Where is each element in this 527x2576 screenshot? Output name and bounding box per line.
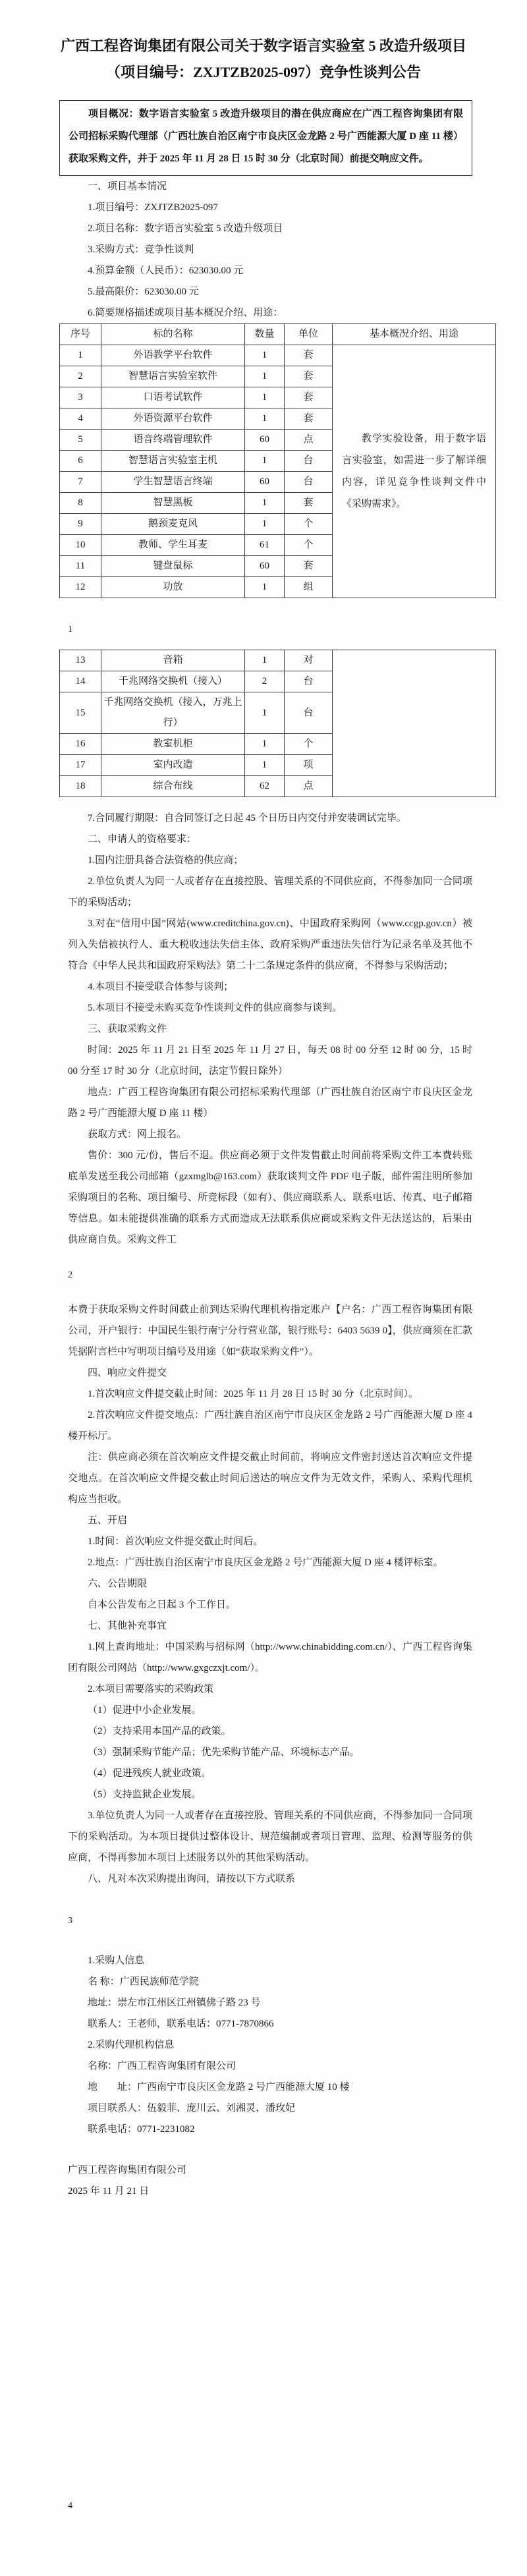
paragraph: 6.简要规格描述或项目基本概况介绍、用途： [88,308,283,318]
cell-no: 5 [60,430,101,451]
cell-no: 17 [60,755,101,776]
cell-name: 室内改造 [101,755,245,776]
paragraph: 自本公告发布之日起 3 个工作日。 [88,1600,236,1610]
section5-heading: 五、开启 [88,1515,128,1526]
spacer [68,797,472,808]
cell-unit: 对 [285,650,333,671]
agency-phone: 联系电话：0771-2231082 [88,2124,195,2135]
cell-unit: 个 [285,734,333,755]
cell-unit: 套 [285,366,333,387]
buyer-heading: 1.采购人信息 [88,1955,145,1966]
cell-name: 千兆网络交换机（接入） [101,671,245,692]
paragraph: 地点：广西工程咨询集团有限公司招标采购代理部（广西壮族自治区南宁市良庆区金龙路 2 号广西能源大厦 D 座 11 楼） [68,1087,472,1119]
cell-no: 6 [60,451,101,472]
cell-qty: 1 [245,345,285,366]
paragraph: 3.采购方式：竞争性谈判 [88,244,194,255]
agency-heading: 2.采购代理机构信息 [88,2040,175,2050]
buyer-name: 名 称：广西民族师范学院 [88,1976,199,1987]
cell-name: 综合布线 [101,776,245,797]
cell-name: 外语资源平台软件 [101,408,245,430]
cell-qty: 1 [245,366,285,387]
cell-desc-merged [333,345,496,598]
paragraph: 本费于获取采购文件时间截止前到达采购代理机构指定账户【户名：广西工程咨询集团有限公司，开户银行：中国民生银行南宁分行营业部，银行账号：6403 5639 0】，供应商须在汇款凭据附言栏中写明项目编号及用途（如“获取采购文件”）。 [68,1304,472,1357]
cell-no: 15 [60,692,101,734]
col-header-desc: 基本概况介绍、用途 [333,324,496,345]
page-number: 4 [68,2501,72,2511]
paragraph: 获取方式：网上报名。 [88,1129,187,1140]
cell-name: 口语考试软件 [101,387,245,408]
paragraph: 5.本项目不接受未购买竞争性谈判文件的供应商参与谈判。 [88,1003,343,1013]
cell-no: 2 [60,366,101,387]
paragraph: （1）促进中小企业发展。 [88,1705,202,1716]
col-header-qty: 数量 [245,324,285,345]
cell-unit: 套 [285,387,333,408]
section7-heading: 七、其他补充事宜 [88,1621,167,1631]
paragraph: 注：供应商必须在首次响应文件提交截止时间前，将响应文件密封送达首次响应文件提交地点。在首次响应文件提交截止时间后送达的响应文件为无效文件，采购人、采购代理机构应当拒收。 [68,1452,472,1505]
col-header-no: 序号 [60,324,101,345]
project-overview-text: 项目概况：数字语言实验室 5 改造升级项目的潜在供应商应在广西工程咨询集团有限公司招标采购代理部（广西壮族自治区南宁市良庆区金龙路 2 号广西能源大厦 D 座 11 楼）获取采购文件，并于 2025 年 11 月 28 日 15 时 30 分（北京时间）前提交响应文件。 [69,109,463,164]
signoff-date: 2025 年 11 月 21 日 [68,2186,150,2197]
paragraph: 时间：2025 年 11 月 21 日至 2025 年 11 月 27 日，每天 08 时 00 分至 12 时 00 分，15 时 00 分至 17 时 30 分（北京时间，法定节假日除外） [68,1045,472,1077]
agency-contacts: 项目联系人：伍毅菲、庞川云、刘湘灵、潘玫妃 [88,2103,296,2114]
cell-name: 外语教学平台软件 [101,345,245,366]
paragraph: 1.时间：首次响应文件提交截止时间后。 [88,1536,264,1547]
cell-no: 13 [60,650,101,671]
cell-name: 语音终端管理软件 [101,430,245,451]
paragraph: 1.首次响应文件提交截止时间：2025 年 11 月 28 日 15 时 30 分（北京时间）。 [88,1389,418,1399]
paragraph: 3.对在“信用中国”网站(www.creditchina.gov.cn)、中国政府采购网（www.ccgp.gov.cn）被列入失信被执行人、重大税收违法失信主体、政府采购严重违法失信行为记录名单及其他不符合《中华人民共和国政府采购法》第二十二条规定条件的供应商，不得参与采购活动； [68,918,472,971]
paragraph: 5.最高限价：623030.00 元 [88,287,199,297]
cell-no: 1 [60,345,101,366]
buyer-contact: 联系人：王老师，联系电话：0771-7870866 [88,2019,274,2029]
paragraph: 2.单位负责人为同一人或者存在直接控股、管理关系的不同供应商，不得参加同一合同项下的采购活动； [68,876,472,908]
page-number: 3 [68,1916,72,1926]
cell-name: 教师、学生耳麦 [101,535,245,556]
cell-unit: 台 [285,671,333,692]
cell-name: 千兆网络交换机（接入，万兆上行） [101,692,245,734]
cell-no: 16 [60,734,101,755]
cell-qty: 1 [245,493,285,514]
paragraph: 1.国内注册具备合法资格的供应商； [88,855,244,866]
table-desc-text: 教学实验设备，用于数字语言实验室，如需进一步了解详细内容，详见竞争性谈判文件中《采购需求》。 [342,433,486,509]
paragraph: 4.本项目不接受联合体参与谈判； [88,982,234,992]
cell-qty: 60 [245,430,285,451]
cell-qty: 1 [245,514,285,535]
paragraph: 售价：300 元/份，售后不退。供应商必须于文件发售截止时间前将采购文件工本费转账底单发送至我公司邮箱（gzxmglb@163.com）获取谈判文件 PDF 电子版，邮件需注明所参加采购项目的名称、项目编号、所竞标段（如有）、供应商联系人、联系电话、传真、电子邮箱等信息。如未能提供准确的联系方式而造成无法联系供应商或采购文件无法送达的，后果由供应商自负。采购文件工 [68,1150,472,1245]
cell-qty: 1 [245,451,285,472]
cell-qty: 60 [245,472,285,493]
cell-no: 4 [60,408,101,430]
project-overview-box [59,100,472,176]
paragraph: （5）支持监狱企业发展。 [88,1789,202,1800]
buyer-address: 地址：崇左市江州区江州镇佛子路 23 号 [88,1998,261,2008]
cell-no: 14 [60,671,101,692]
cell-name: 学生智慧语言终端 [101,472,245,493]
cell-qty: 2 [245,671,285,692]
paragraph: 2.本项目需要落实的采购政策 [88,1684,214,1694]
paragraph: 3.单位负责人为同一人或者存在直接控股、管理关系的不同供应商，不得参加同一合同项下的采购活动。为本项目提供过整体设计、规范编制或者项目管理、监理、检测等服务的供应商，不得再参加本项目上述服务以外的其他采购活动。 [68,1810,472,1863]
cell-qty: 1 [245,755,285,776]
cell-no: 3 [60,387,101,408]
paragraph: 1.项目编号：ZXJTZB2025-097 [88,202,218,213]
doc-title [0,33,527,86]
cell-qty: 60 [245,556,285,577]
paragraph: 2.地点：广西壮族自治区南宁市良庆区金龙路 2 号广西能源大厦 D 座 4 楼评标室。 [88,1557,443,1568]
cell-name: 键盘鼠标 [101,556,245,577]
cell-qty: 62 [245,776,285,797]
paragraph: 2.项目名称：数字语言实验室 5 改造升级项目 [88,223,283,234]
cell-unit: 套 [285,345,333,366]
doc-title-line1: 广西工程咨询集团有限公司关于数字语言实验室 5 改造升级项目 [60,38,466,54]
paragraph: （2）支持采用本国产品的政策。 [88,1726,231,1737]
agency-name: 名称：广西工程咨询集团有限公司 [88,2061,236,2071]
section6-heading: 六、公告期限 [88,1579,148,1589]
agency-address: 地 址：广西南宁市良庆区金龙路 2 号广西能源大厦 10 楼 [88,2082,350,2092]
cell-no: 10 [60,535,101,556]
cell-name: 音箱 [101,650,245,671]
cell-unit: 组 [285,577,333,598]
cell-qty: 1 [245,577,285,598]
cell-name: 智慧黑板 [101,493,245,514]
cell-desc-merged-empty [333,650,496,797]
cell-unit: 台 [285,451,333,472]
cell-unit: 项 [285,755,333,776]
cell-no: 9 [60,514,101,535]
table-row [60,345,496,366]
cell-unit: 个 [285,535,333,556]
cell-no: 11 [60,556,101,577]
signoff-company: 广西工程咨询集团有限公司 [68,2165,187,2175]
page-number: 1 [68,625,72,634]
section4-heading: 四、响应文件提交 [88,1368,167,1378]
cell-unit: 套 [285,493,333,514]
paragraph: 7.合同履行期限：自合同签订之日起 45 个日历日内交付并安装调试完毕。 [88,813,406,824]
cell-name: 智慧语言实验室软件 [101,366,245,387]
cell-unit: 套 [285,408,333,430]
section1-heading: 一、项目基本情况 [88,181,167,192]
paragraph: 1.网上查询地址：中国采购与招标网（http://www.chinabidding.com.cn/）、广西工程咨询集团有限公司网站（http://www.gxgczxjt.com/）。 [68,1642,472,1673]
page-number: 2 [68,1270,72,1280]
cell-name: 鹅颈麦克风 [101,514,245,535]
cell-unit: 点 [285,430,333,451]
cell-qty: 1 [245,650,285,671]
paragraph: 2.首次响应文件提交地点：广西壮族自治区南宁市良庆区金龙路 2 号广西能源大厦 D 座 4 楼开标厅。 [68,1410,472,1442]
doc-body [0,176,527,2576]
items-table-part1 [59,323,496,598]
cell-no: 7 [60,472,101,493]
cell-no: 18 [60,776,101,797]
items-table-part2 [59,650,496,797]
col-header-name: 标的名称 [101,324,245,345]
section2-heading: 二、申请人的资格要求： [88,834,197,845]
cell-unit: 点 [285,776,333,797]
doc-title-line2: （项目编号：ZXJTZB2025-097）竞争性谈判公告 [106,64,421,80]
cell-qty: 1 [245,734,285,755]
table-row [60,650,496,671]
paragraph: （4）促进残疾人就业政策。 [88,1768,211,1779]
cell-qty: 1 [245,387,285,408]
cell-unit: 套 [285,556,333,577]
cell-name: 智慧语言实验室主机 [101,451,245,472]
cell-name: 教室机柜 [101,734,245,755]
cell-no: 12 [60,577,101,598]
section8-heading: 八、凡对本次采购提出询问，请按以下方式联系 [88,1874,296,1884]
cell-no: 8 [60,493,101,514]
cell-unit: 台 [285,692,333,734]
table-header-row [60,324,496,345]
cell-unit: 个 [285,514,333,535]
paragraph: （3）强制采购节能产品；优先采购节能产品、环境标志产品。 [88,1747,360,1758]
cell-qty: 1 [245,408,285,430]
cell-qty: 61 [245,535,285,556]
cell-unit: 台 [285,472,333,493]
cell-name: 功放 [101,577,245,598]
col-header-unit: 单位 [285,324,333,345]
cell-qty: 1 [245,692,285,734]
paragraph: 4.预算金额（人民币）：623030.00 元 [88,266,244,276]
section3-heading: 三、获取采购文件 [88,1024,167,1034]
